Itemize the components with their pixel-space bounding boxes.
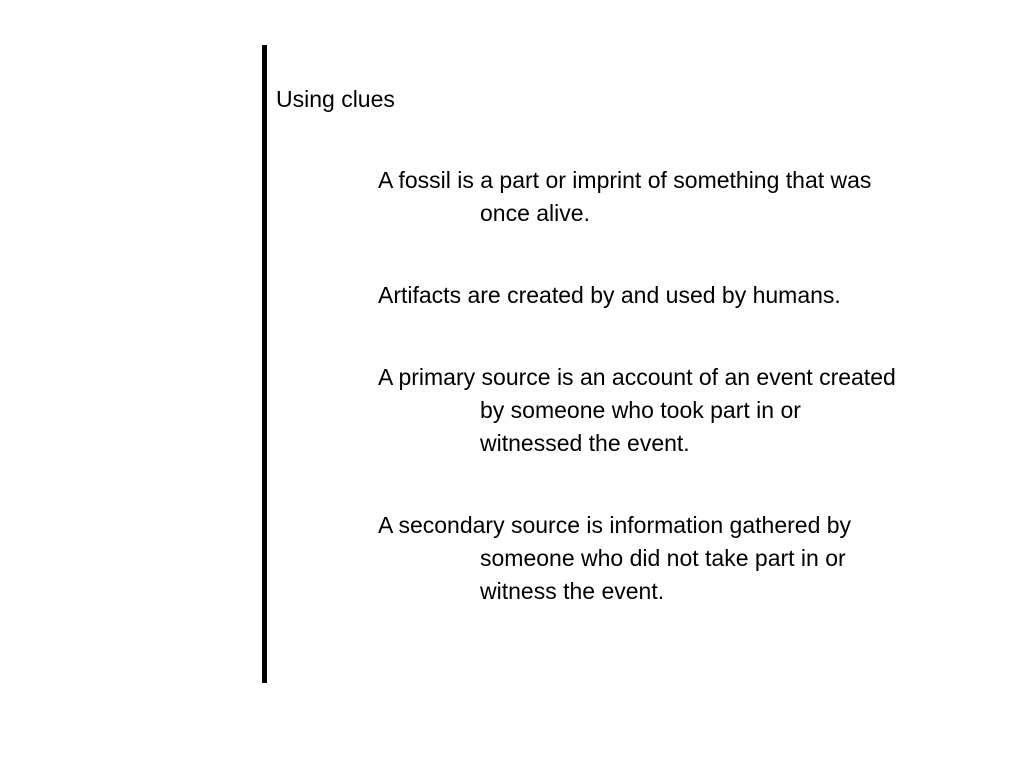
definition-item-fossil — [378, 164, 998, 230]
vertical-divider-line — [262, 45, 267, 683]
definition-item-primary-source — [378, 361, 998, 460]
definition-line: Artifacts are created by and used by humans. — [378, 282, 841, 308]
definition-line: someone who did not take part in or — [480, 545, 846, 571]
definition-line: A primary source is an account of an event created — [378, 364, 896, 390]
definition-item-secondary-source — [378, 509, 998, 608]
definition-line: witnessed the event. — [480, 430, 690, 456]
definition-line: once alive. — [480, 200, 590, 226]
definition-item-artifacts — [378, 279, 998, 312]
definition-line: witness the event. — [480, 578, 665, 604]
slide-heading: Using clues — [276, 86, 395, 112]
definition-line: by someone who took part in or — [480, 397, 801, 423]
definition-list — [378, 164, 998, 657]
definition-line: A secondary source is information gathered by — [378, 512, 852, 538]
definition-line: A fossil is a part or imprint of something that was — [378, 167, 872, 193]
